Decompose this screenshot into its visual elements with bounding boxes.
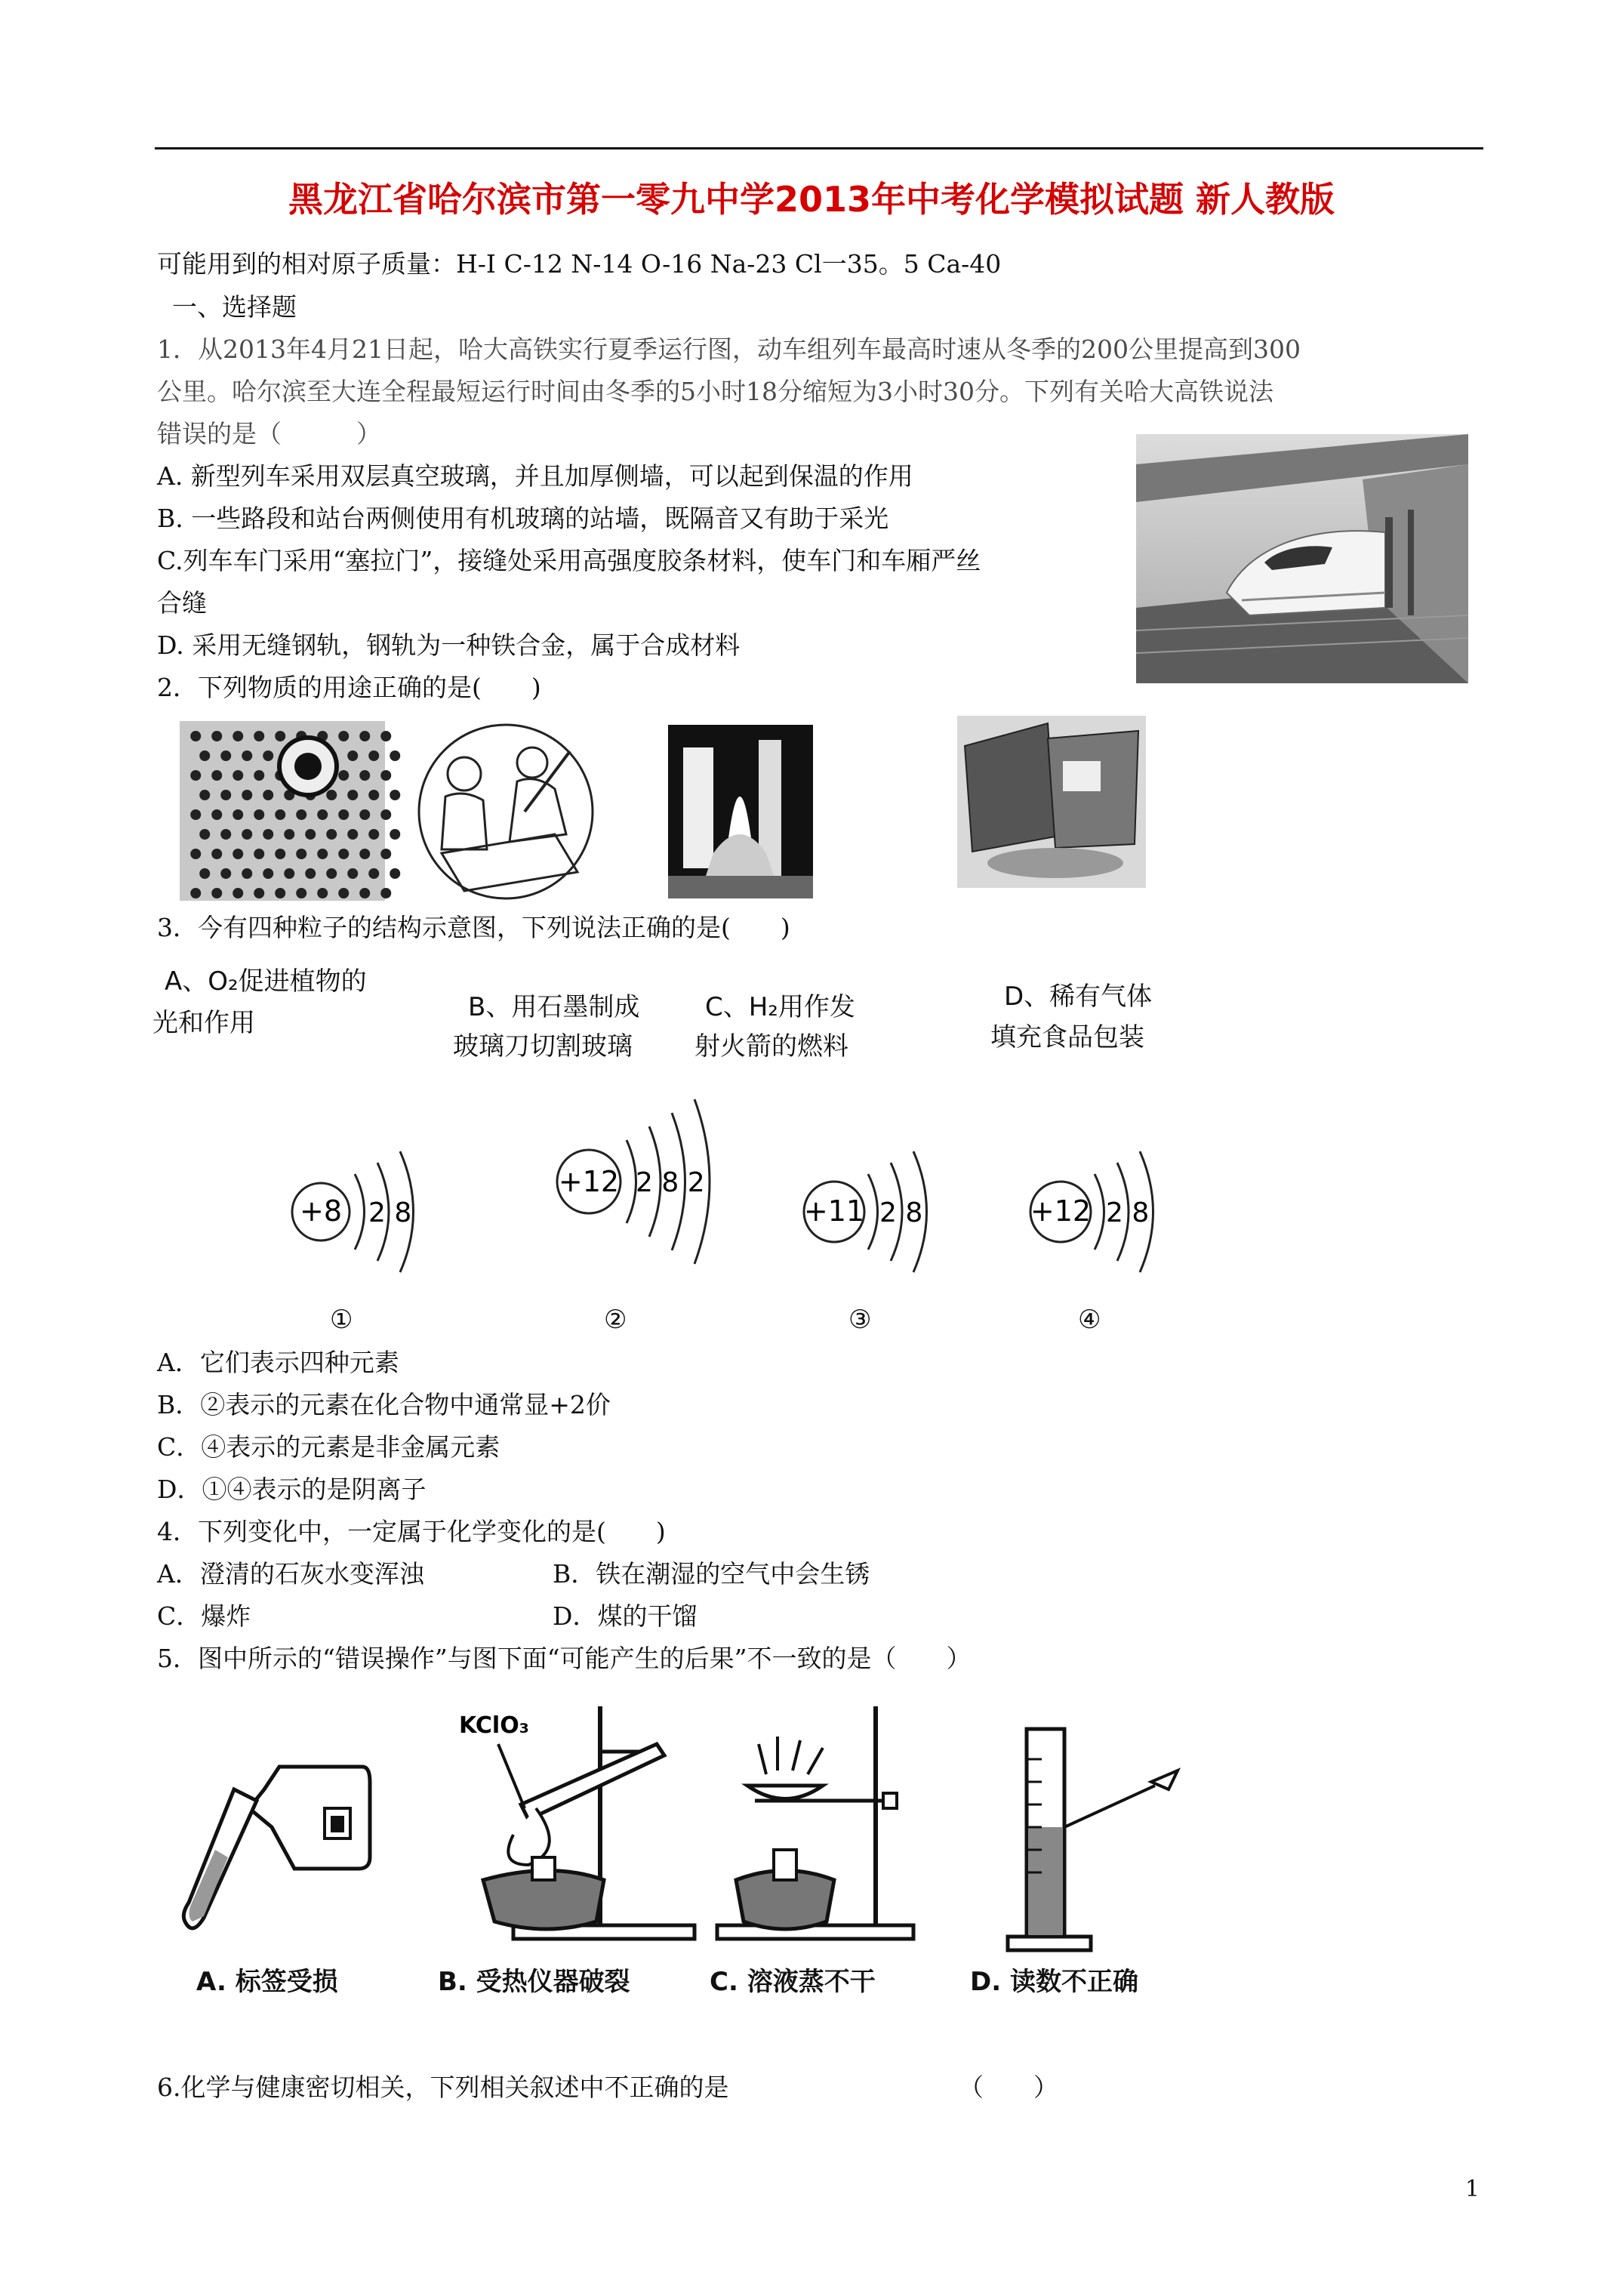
q4-option-c: C．爆炸 [157, 1601, 251, 1631]
q1-option-c-cont: 合缝 [157, 588, 207, 618]
glass-cutting-drawing [411, 721, 600, 902]
evaporating-dish-drawing [702, 1699, 921, 1955]
q5-caption-d: D. 读数不正确 [970, 1967, 1138, 1997]
q6-stem: 6.化学与健康密切相关，下列相关叙述中不正确的是 [157, 2073, 729, 2102]
q4-option-d: D．煤的干馏 [553, 1601, 698, 1631]
rocket-photo [668, 725, 813, 898]
q1-stem-line1: 1．从2013年4月21日起，哈大高铁实行夏季运行图，动车组列车最高时速从冬季的200公里提高到300 [157, 334, 1301, 364]
kclo3-label: KClO₃ [459, 1712, 529, 1739]
atom-diagram-3 [793, 1133, 944, 1284]
q1-option-b: B. 一些路段和站台两侧使用有机玻璃的站墙，既隔音又有助于采光 [157, 504, 889, 533]
pouring-liquid-drawing [181, 1737, 377, 1940]
document-title: 黑龙江省哈尔滨市第一零九中学2013年中考化学模拟试题 新人教版 [288, 179, 1335, 220]
sunflower-photo [180, 721, 385, 901]
page-number: 1 [1464, 2176, 1480, 2202]
food-packaging-photo [957, 716, 1146, 888]
atomic-mass-line: 可能用到的相对原子质量：H-I C-12 N-14 O-16 Na-23 Cl一35。5 Ca-40 [157, 249, 1002, 279]
atom-diagram-1 [279, 1133, 430, 1284]
atom-2-label: ② [604, 1305, 627, 1335]
atom-2-nucleus: +12 [558, 1165, 620, 1198]
q4-option-b: B．铁在潮湿的空气中会生锈 [553, 1559, 870, 1589]
q2-option-d-line1: D、稀有气体 [1004, 982, 1153, 1012]
q5-caption-c: C. 溶液蒸不干 [710, 1967, 876, 1997]
atom-3-nucleus: +11 [803, 1194, 865, 1228]
q4-option-a: A．澄清的石灰水变浑浊 [157, 1559, 424, 1589]
q2-option-c-line2: 射火箭的燃料 [694, 1031, 848, 1062]
q3-option-b: B．②表示的元素在化合物中通常显+2价 [157, 1390, 611, 1419]
q5-caption-a: A. 标签受损 [196, 1967, 338, 1997]
atom-1-label: ① [330, 1305, 353, 1335]
q2-option-b-line2: 玻璃刀切割玻璃 [453, 1031, 633, 1062]
q1-option-d: D. 采用无缝钢轨，钢轨为一种铁合金，属于合成材料 [157, 630, 741, 660]
q2-stem: 2．下列物质的用途正确的是( ) [157, 673, 541, 702]
train-photo [1136, 434, 1468, 683]
atom-diagram-4 [1019, 1133, 1170, 1284]
section-heading: 一、选择题 [172, 292, 297, 322]
atom-1-shells: 2 8 [368, 1197, 412, 1228]
q4-stem: 4．下列变化中，一定属于化学变化的是( ) [157, 1517, 666, 1546]
atom-3-shells: 2 8 [879, 1197, 923, 1228]
atom-4-shells: 2 8 [1106, 1197, 1150, 1228]
q5-stem: 5．图中所示的“错误操作”与图下面“可能产生的后果”不一致的是（ ） [157, 1644, 972, 1673]
atom-2-shells: 2 8 2 [636, 1167, 705, 1198]
q5-caption-b: B. 受热仪器破裂 [438, 1967, 630, 1997]
q3-stem: 3．今有四种粒子的结构示意图，下列说法正确的是( ) [157, 913, 790, 942]
atom-4-label: ④ [1078, 1305, 1101, 1335]
q3-option-d: D．①④表示的是阴离子 [157, 1475, 427, 1504]
q2-option-b-line1: B、用石墨制成 [468, 992, 640, 1022]
graduated-cylinder-drawing [981, 1714, 1208, 1955]
heating-kclo3-drawing [453, 1699, 702, 1955]
q6-answer-paren: （ ） [959, 2073, 1058, 2102]
atom-diagram-2 [544, 1087, 725, 1268]
atom-1-nucleus: +8 [299, 1194, 343, 1228]
atom-4-nucleus: +12 [1030, 1194, 1092, 1228]
q3-option-c: C．④表示的元素是非金属元素 [157, 1432, 500, 1462]
header-rule [155, 147, 1483, 149]
q1-option-c: C.列车车门采用“塞拉门”，接缝处采用高强度胶条材料，使车门和车厢严丝 [157, 546, 981, 575]
q2-option-a-line2: 光和作用 [152, 1008, 255, 1038]
q1-stem-line3: 错误的是（ ） [157, 419, 381, 448]
q2-option-c-line1: C、H₂用作发 [705, 992, 855, 1022]
q1-stem-line2: 公里。哈尔滨至大连全程最短运行时间由冬季的5小时18分缩短为3小时30分。下列有关哈大高铁说法 [157, 377, 1273, 406]
q2-option-a-line1: A、O₂促进植物的 [165, 966, 367, 997]
q2-option-d-line2: 填充食品包装 [990, 1022, 1144, 1052]
q1-option-a: A. 新型列车采用双层真空玻璃，并且加厚侧墙，可以起到保温的作用 [157, 461, 913, 491]
q3-option-a: A．它们表示四种元素 [157, 1348, 399, 1377]
atom-3-label: ③ [848, 1305, 872, 1335]
